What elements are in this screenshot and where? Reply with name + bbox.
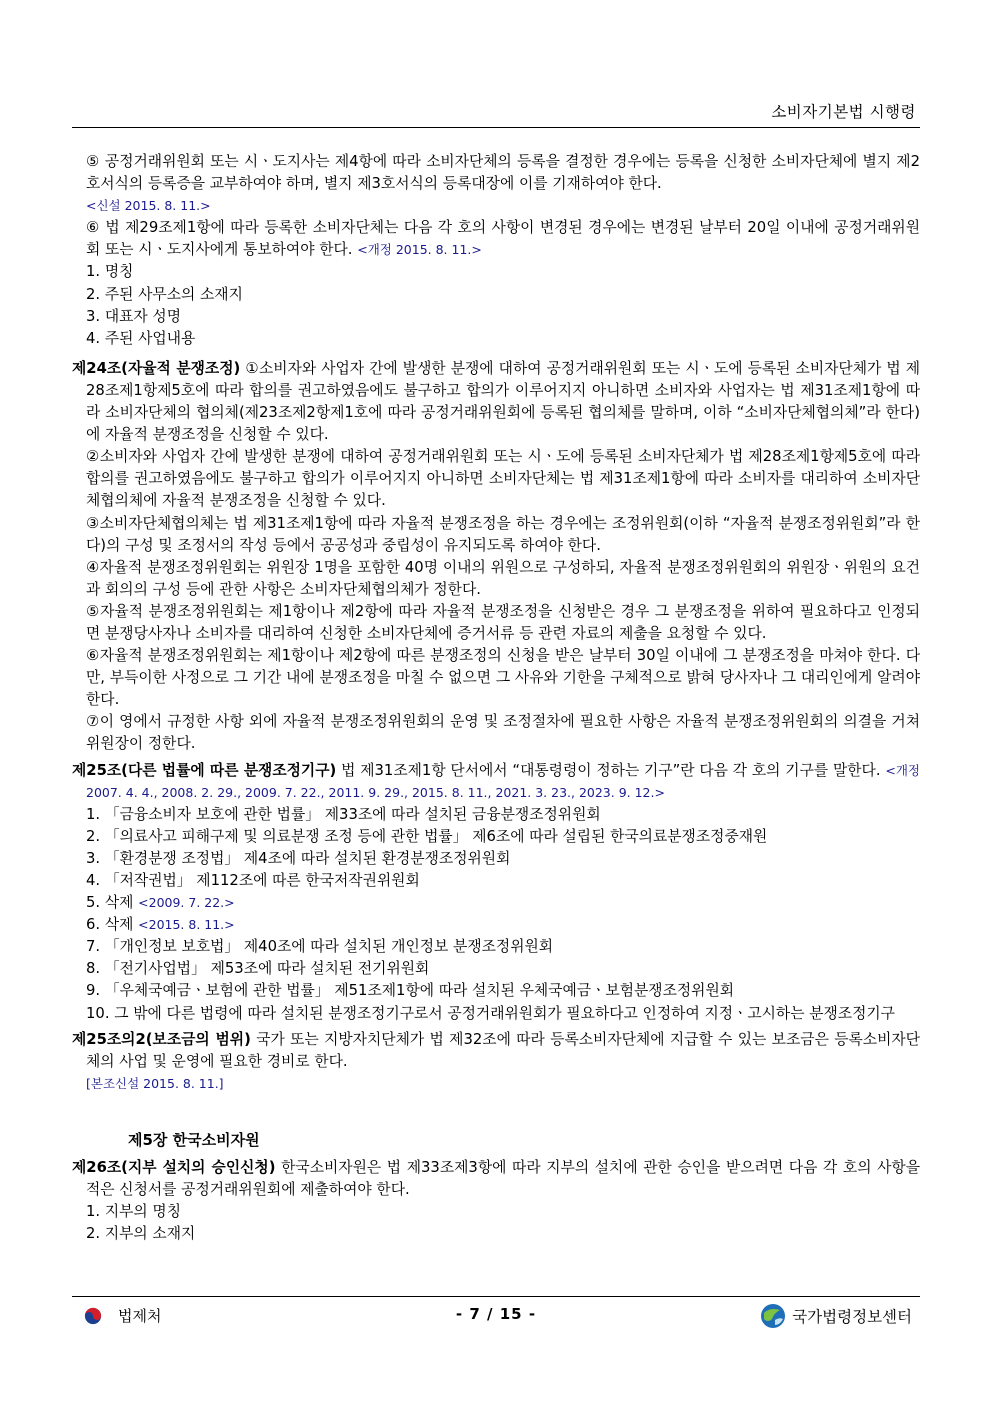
list-item: 1. 명칭 [86, 263, 134, 281]
amendment-note: <2015. 8. 11.> [138, 917, 235, 933]
amendment-note: <신설 2015. 8. 11.> [86, 198, 211, 214]
addendum-note [72, 1073, 920, 1095]
article-24-paragraph-2: ②소비자와 사업자 간에 발생한 분쟁에 대하여 공정거래위원회 또는 시ㆍ도에 등록된 소비자단체가 법 제28조제1항제5호에 따라 합의를 권고하였음에도 불구하고 합의가 이루어지지 아니하면 소비자단체는 법 제31조제1항에 따라 소비자를 대리하여 소비자단체협의체에 자율적 분쟁조정을 신청할 수 있다. [86, 448, 920, 510]
article-24-paragraph-3: ③소비자단체협의체는 법 제31조제1항에 따라 자율적 분쟁조정을 하는 경우에는 조정위원회(이하 “자율적 분쟁조정위원회”라 한다)의 구성 및 조정서의 작성 등에서 공공성과 중립성이 유지되도록 하여야 한다. [86, 514, 920, 554]
list-item: 5. 삭제 <2009. 7. 22.> [86, 894, 235, 912]
article-25-2: 제25조의2(보조금의 범위) 국가 또는 지방자치단체가 법 제32조에 따라 등록소비자단체에 지급할 수 있는 보조금은 등록소비자단체의 사업 및 운영에 필요한 경비로 한다. [72, 1030, 920, 1070]
header-divider [72, 127, 920, 128]
list-item: 2. 주된 사무소의 소재지 [86, 285, 243, 303]
list-item: 1. 「금융소비자 보호에 관한 법률」 제33조에 따라 설치된 금융분쟁조정위원회 [86, 805, 601, 823]
list-item: 3. 「환경분쟁 조정법」 제4조에 따라 설치된 환경분쟁조정위원회 [86, 849, 511, 867]
list-item: 4. 「저작권법」 제112조에 따른 한국저작권위원회 [86, 872, 420, 889]
list-item: 10. 그 밖에 다른 법령에 따라 설치된 분쟁조정기구로서 공정거래위원회가 필요하다고 인정하여 지정ㆍ고시하는 분쟁조정기구 [86, 1004, 895, 1022]
list-item: 3. 대표자 성명 [86, 307, 181, 325]
amendment-note: <개정 2007. 4. 4., 2008. 2. 29., 2009. 7. 22., 2011. 9. 29., 2015. 8. 11., 2021. 3. 23., 2023. 9. 12.> [86, 762, 920, 800]
paragraph-6: ⑥ 법 제29조제1항에 따라 등록한 소비자단체는 다음 각 호의 사항이 변경된 경우에는 변경된 날부터 20일 이내에 공정거래위원회 또는 시ㆍ도지사에게 통보하여야 한다. <개정 2015. 8. 11.> [86, 219, 920, 259]
article-24-paragraph-6: ⑥자율적 분쟁조정위원회는 제1항이나 제2항에 따른 분쟁조정의 신청을 받은 날부터 30일 이내에 그 분쟁조정을 마쳐야 한다. 다만, 부득이한 사정으로 그 기간 내에 분쟁조정을 마칠 수 없으면 그 사유와 기한을 구체적으로 밝혀 당사자나 그 대리인에게 알려야 한다. [86, 647, 920, 709]
amendment-note: [본조신설 2015. 8. 11.] [86, 1075, 224, 1091]
article-24-paragraph-7: ⑦이 영에서 규정한 사항 외에 자율적 분쟁조정위원회의 운영 및 조정절차에 필요한 사항은 자율적 분쟁조정위원회의 의결을 거쳐 위원장이 정한다. [86, 713, 920, 753]
footer-right [760, 1303, 912, 1329]
paragraph-5: ⑤ 공정거래위원회 또는 시ㆍ도지사는 제4항에 따라 소비자단체의 등록을 결정한 경우에는 등록을 신청한 소비자단체에 별지 제2호서식의 등록증을 교부하여야 하며, 별지 제3호서식의 등록대장에 이를 기재하여야 한다. <신설 2015. 8. 11.> [86, 153, 920, 214]
list-item: 2. 「의료사고 피해구제 및 의료분쟁 조정 등에 관한 법률」 제6조에 따라 설립된 한국의료분쟁조정중재원 [86, 827, 768, 845]
list-item: 1. 지부의 명칭 [86, 1203, 181, 1221]
article-heading: 제26조(지부 설치의 승인신청) [72, 1159, 276, 1177]
article-24: 제24조(자율적 분쟁조정) ①소비자와 사업자 간에 발생한 분쟁에 대하여 공정거래위원회 또는 시ㆍ도에 등록된 소비자단체가 법 제28조제1항제5호에 따라 합의를 권고하였음에도 불구하고 합의가 이루어지지 아니하면 소비자와 사업자는 법 제31조제1항에 따라 소비자단체의 협의체(제23조제2항제1호에 따라 공정거래위원회에 등록된 협의체를 말하며, 이하 “소비자단체협의체”라 한다)에 자율적 분쟁조정을 신청할 수 있다. [72, 359, 920, 444]
list-item: 8. 「전기사업법」 제53조에 따라 설치된 전기위원회 [86, 960, 430, 978]
chapter-heading: 제5장 한국소비자원 [128, 1130, 260, 1149]
article-24-paragraph-5: ⑤자율적 분쟁조정위원회는 제1항이나 제2항에 따라 자율적 분쟁조정을 신청받은 경우 그 분쟁조정을 위하여 필요하다고 인정되면 분쟁당사자나 소비자를 대리하여 신청한 소비자단체에 증거서류 등 관련 자료의 제출을 요청할 수 있다. [86, 602, 920, 642]
list-item: 2. 지부의 소재지 [86, 1225, 196, 1243]
list-item: 6. 삭제 <2015. 8. 11.> [86, 916, 235, 934]
article-24-paragraph-4: ④자율적 분쟁조정위원회는 위원장 1명을 포함한 40명 이내의 위원으로 구성하되, 자율적 분쟁조정위원회의 위원장ㆍ위원의 요건과 회의의 구성 등에 관한 사항은 소비자단체협의체가 정한다. [86, 558, 921, 598]
list-item: 9. 「우체국예금ㆍ보험에 관한 법률」 제51조제1항에 따라 설치된 우체국예금ㆍ보험분쟁조정위원회 [86, 982, 735, 1000]
article-25: 제25조(다른 법률에 따른 분쟁조정기구) 법 제31조제1항 단서에서 “대통령령이 정하는 기구”란 다음 각 호의 기구를 말한다. <개정 2007. 4. 4., 2008. 2. 29., 2009. 7. 22., 2011. 9. 29., 2015. 8. 11., 2021. 3. 23., 2023. 9. 12.> [72, 761, 920, 800]
page-number: - 7 / 15 - [455, 1305, 537, 1323]
amendment-note: <2009. 7. 22.> [138, 895, 235, 911]
footer-agency-label: 법제처 [118, 1307, 162, 1325]
document-title: 소비자기본법 시행령 [771, 103, 916, 121]
footer-center-label: 국가법령정보센터 [792, 1308, 912, 1326]
footer-divider [72, 1296, 920, 1297]
article-26: 제26조(지부 설치의 승인신청) 한국소비자원은 법 제33조제3항에 따라 지부의 설치에 관한 승인을 받으려면 다음 각 호의 사항을 적은 신청서를 공정거래위원회에 제출하여야 한다. [72, 1159, 920, 1199]
document-body [72, 151, 920, 1245]
article-heading: 제24조(자율적 분쟁조정) [72, 359, 241, 377]
article-heading: 제25조(다른 법률에 따른 분쟁조정기구) [72, 761, 337, 779]
amendment-note: <개정 2015. 8. 11.> [357, 242, 482, 258]
list-item: 7. 「개인정보 보호법」 제40조에 따라 설치된 개인정보 분쟁조정위원회 [86, 938, 554, 956]
list-item: 4. 주된 사업내용 [86, 329, 196, 347]
globe-icon [760, 1303, 786, 1329]
page-footer [72, 1305, 920, 1331]
article-heading: 제25조의2(보조금의 범위) [72, 1030, 251, 1048]
